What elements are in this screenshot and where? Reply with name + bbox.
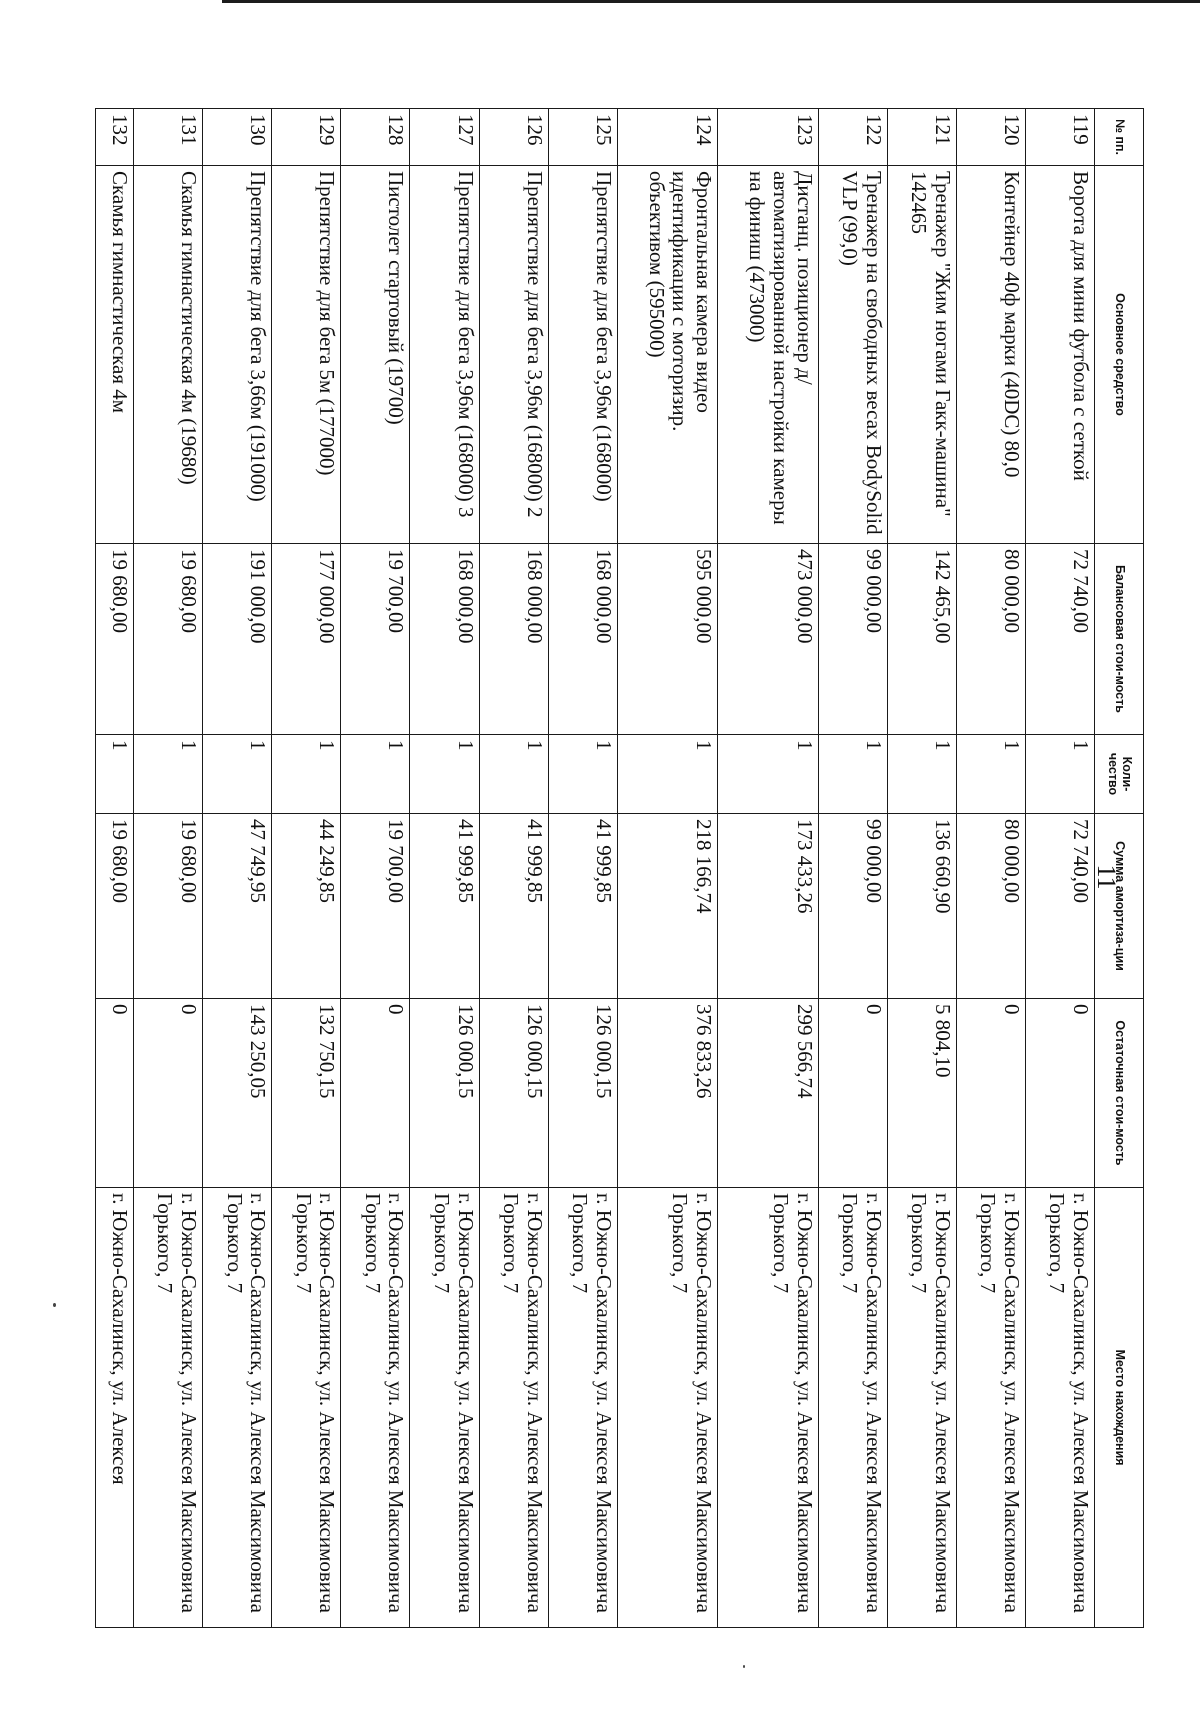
cell-balance: 80 000,00: [956, 544, 1025, 735]
cell-qty: 1: [718, 735, 818, 814]
cell-location: г. Южно-Сахалинск, ул. Алексея Максимовича Горького, 7: [956, 1188, 1025, 1628]
cell-residual: 126 000,15: [410, 999, 479, 1188]
cell-qty: 1: [479, 735, 548, 814]
header-qty: Коли-чество: [1095, 735, 1144, 814]
cell-asset: Фронтальная камера видео идентификации с моторизир. объективом (595000): [617, 166, 717, 544]
table-body: [96, 109, 1095, 1628]
cell-qty: 1: [617, 735, 717, 814]
cell-num: 120: [956, 109, 1025, 166]
table-row: [203, 109, 272, 1628]
cell-location: г. Южно-Сахалинск, ул. Алексея Максимовича Горького, 7: [203, 1188, 272, 1628]
table-row: [341, 109, 410, 1628]
table-row: [1025, 109, 1094, 1628]
cell-num: 130: [203, 109, 272, 166]
cell-balance: 72 740,00: [1025, 544, 1094, 735]
cell-location: г. Южно-Сахалинск, ул. Алексея Максимовича Горького, 7: [1025, 1188, 1094, 1628]
cell-amortization: 44 249,85: [272, 814, 341, 999]
cell-num: 121: [887, 109, 956, 166]
cell-num: 122: [818, 109, 887, 166]
cell-residual: 132 750,15: [272, 999, 341, 1188]
cell-amortization: 80 000,00: [956, 814, 1025, 999]
cell-asset: Тренажер на свободных весах BodySolid VLP (99,0): [818, 166, 887, 544]
table-row: [617, 109, 717, 1628]
cell-qty: 1: [134, 735, 203, 814]
cell-asset: Препятствие для бега 5м (177000): [272, 166, 341, 544]
cell-residual: 376 833,26: [617, 999, 717, 1188]
table-header-row: [1095, 109, 1144, 1628]
header-asset: Основное средство: [1095, 166, 1144, 544]
header-residual: Остаточная стои-мость: [1095, 999, 1144, 1188]
cell-num: 126: [479, 109, 548, 166]
table-row: [134, 109, 203, 1628]
assets-table: [95, 108, 1144, 1628]
table-row: [410, 109, 479, 1628]
cell-residual: 143 250,05: [203, 999, 272, 1188]
cell-qty: 1: [341, 735, 410, 814]
header-num: № пп.: [1095, 109, 1144, 166]
cell-asset: Препятствие для бега 3,96м (168000): [548, 166, 617, 544]
cell-location: г. Южно-Сахалинск, ул. Алексея Максимовича Горького, 7: [548, 1188, 617, 1628]
cell-location: г. Южно-Сахалинск, ул. Алексея Максимовича Горького, 7: [887, 1188, 956, 1628]
cell-asset: Скамья гимнастическая 4м: [96, 166, 134, 544]
cell-asset: Дистанц. позиционер д/ автоматизированной настройки камеры на финиш (473000): [718, 166, 818, 544]
cell-asset: Препятствие для бега 3,96м (168000) 2: [479, 166, 548, 544]
cell-amortization: 99 000,00: [818, 814, 887, 999]
page-number: 11: [1092, 864, 1121, 890]
header-location: Место нахождения: [1095, 1188, 1144, 1628]
cell-asset: Тренажер "Жим ногами Гакк-машина" 142465: [887, 166, 956, 544]
cell-qty: 1: [203, 735, 272, 814]
cell-num: 132: [96, 109, 134, 166]
cell-amortization: 47 749,95: [203, 814, 272, 999]
cell-amortization: 19 680,00: [96, 814, 134, 999]
cell-balance: 142 465,00: [887, 544, 956, 735]
cell-location: г. Южно-Сахалинск, ул. Алексея Максимовича Горького, 7: [818, 1188, 887, 1628]
table-row: [956, 109, 1025, 1628]
cell-balance: 595 000,00: [617, 544, 717, 735]
cell-location: г. Южно-Сахалинск, ул. Алексея: [96, 1188, 134, 1628]
cell-amortization: 41 999,85: [548, 814, 617, 999]
table-row: [272, 109, 341, 1628]
cell-balance: 19 700,00: [341, 544, 410, 735]
cell-location: г. Южно-Сахалинск, ул. Алексея Максимовича Горького, 7: [272, 1188, 341, 1628]
cell-qty: 1: [272, 735, 341, 814]
cell-asset: Контейнер 40ф марки (40DC) 80,0: [956, 166, 1025, 544]
cell-num: 131: [134, 109, 203, 166]
cell-residual: 0: [134, 999, 203, 1188]
cell-balance: 168 000,00: [548, 544, 617, 735]
cell-qty: 1: [818, 735, 887, 814]
cell-residual: 126 000,15: [548, 999, 617, 1188]
table-row: [479, 109, 548, 1628]
cell-residual: 0: [818, 999, 887, 1188]
cell-asset: Препятствие для бега 3,96м (168000) 3: [410, 166, 479, 544]
header-amortization: Сумма амортиза-ции: [1095, 814, 1144, 999]
cell-qty: 1: [548, 735, 617, 814]
cell-qty: 1: [956, 735, 1025, 814]
scan-speck: [743, 1665, 745, 1668]
cell-location: г. Южно-Сахалинск, ул. Алексея Максимовича Горького, 7: [410, 1188, 479, 1628]
cell-amortization: 136 660,90: [887, 814, 956, 999]
rotated-table-wrapper: [95, 108, 1144, 1627]
table-row: [718, 109, 818, 1628]
cell-balance: 191 000,00: [203, 544, 272, 735]
cell-balance: 19 680,00: [96, 544, 134, 735]
top-border-line: [222, 0, 1200, 3]
cell-num: 125: [548, 109, 617, 166]
cell-asset: Пистолет стартовый (19700): [341, 166, 410, 544]
cell-residual: 0: [341, 999, 410, 1188]
cell-balance: 168 000,00: [479, 544, 548, 735]
cell-amortization: 19 680,00: [134, 814, 203, 999]
cell-amortization: 41 999,85: [479, 814, 548, 999]
cell-balance: 177 000,00: [272, 544, 341, 735]
table-row: [887, 109, 956, 1628]
cell-location: г. Южно-Сахалинск, ул. Алексея Максимовича Горького, 7: [341, 1188, 410, 1628]
cell-location: г. Южно-Сахалинск, ул. Алексея Максимовича Горького, 7: [718, 1188, 818, 1628]
cell-residual: 0: [1025, 999, 1094, 1188]
cell-balance: 19 680,00: [134, 544, 203, 735]
table-row: [818, 109, 887, 1628]
cell-qty: 1: [96, 735, 134, 814]
cell-amortization: 19 700,00: [341, 814, 410, 999]
cell-residual: 126 000,15: [479, 999, 548, 1188]
cell-location: г. Южно-Сахалинск, ул. Алексея Максимовича Горького, 7: [479, 1188, 548, 1628]
cell-qty: 1: [887, 735, 956, 814]
cell-location: г. Южно-Сахалинск, ул. Алексея Максимовича Горького, 7: [134, 1188, 203, 1628]
table-row: [96, 109, 134, 1628]
cell-residual: 5 804,10: [887, 999, 956, 1188]
cell-num: 119: [1025, 109, 1094, 166]
table-row: [548, 109, 617, 1628]
cell-amortization: 173 433,26: [718, 814, 818, 999]
cell-num: 128: [341, 109, 410, 166]
cell-amortization: 218 166,74: [617, 814, 717, 999]
cell-residual: 299 566,74: [718, 999, 818, 1188]
cell-amortization: 41 999,85: [410, 814, 479, 999]
cell-balance: 473 000,00: [718, 544, 818, 735]
cell-asset: Препятствие для бега 3,66м (191000): [203, 166, 272, 544]
cell-num: 123: [718, 109, 818, 166]
cell-qty: 1: [1025, 735, 1094, 814]
cell-num: 127: [410, 109, 479, 166]
cell-residual: 0: [956, 999, 1025, 1188]
cell-asset: Ворота для мини футбола с сеткой: [1025, 166, 1094, 544]
cell-amortization: 72 740,00: [1025, 814, 1094, 999]
cell-asset: Скамья гимнастическая 4м (19680): [134, 166, 203, 544]
cell-balance: 99 000,00: [818, 544, 887, 735]
header-balance: Балансовая стои-мость: [1095, 544, 1144, 735]
scan-speck: [53, 1303, 56, 1307]
cell-num: 124: [617, 109, 717, 166]
cell-balance: 168 000,00: [410, 544, 479, 735]
cell-residual: 0: [96, 999, 134, 1188]
cell-num: 129: [272, 109, 341, 166]
cell-location: г. Южно-Сахалинск, ул. Алексея Максимовича Горького, 7: [617, 1188, 717, 1628]
cell-qty: 1: [410, 735, 479, 814]
